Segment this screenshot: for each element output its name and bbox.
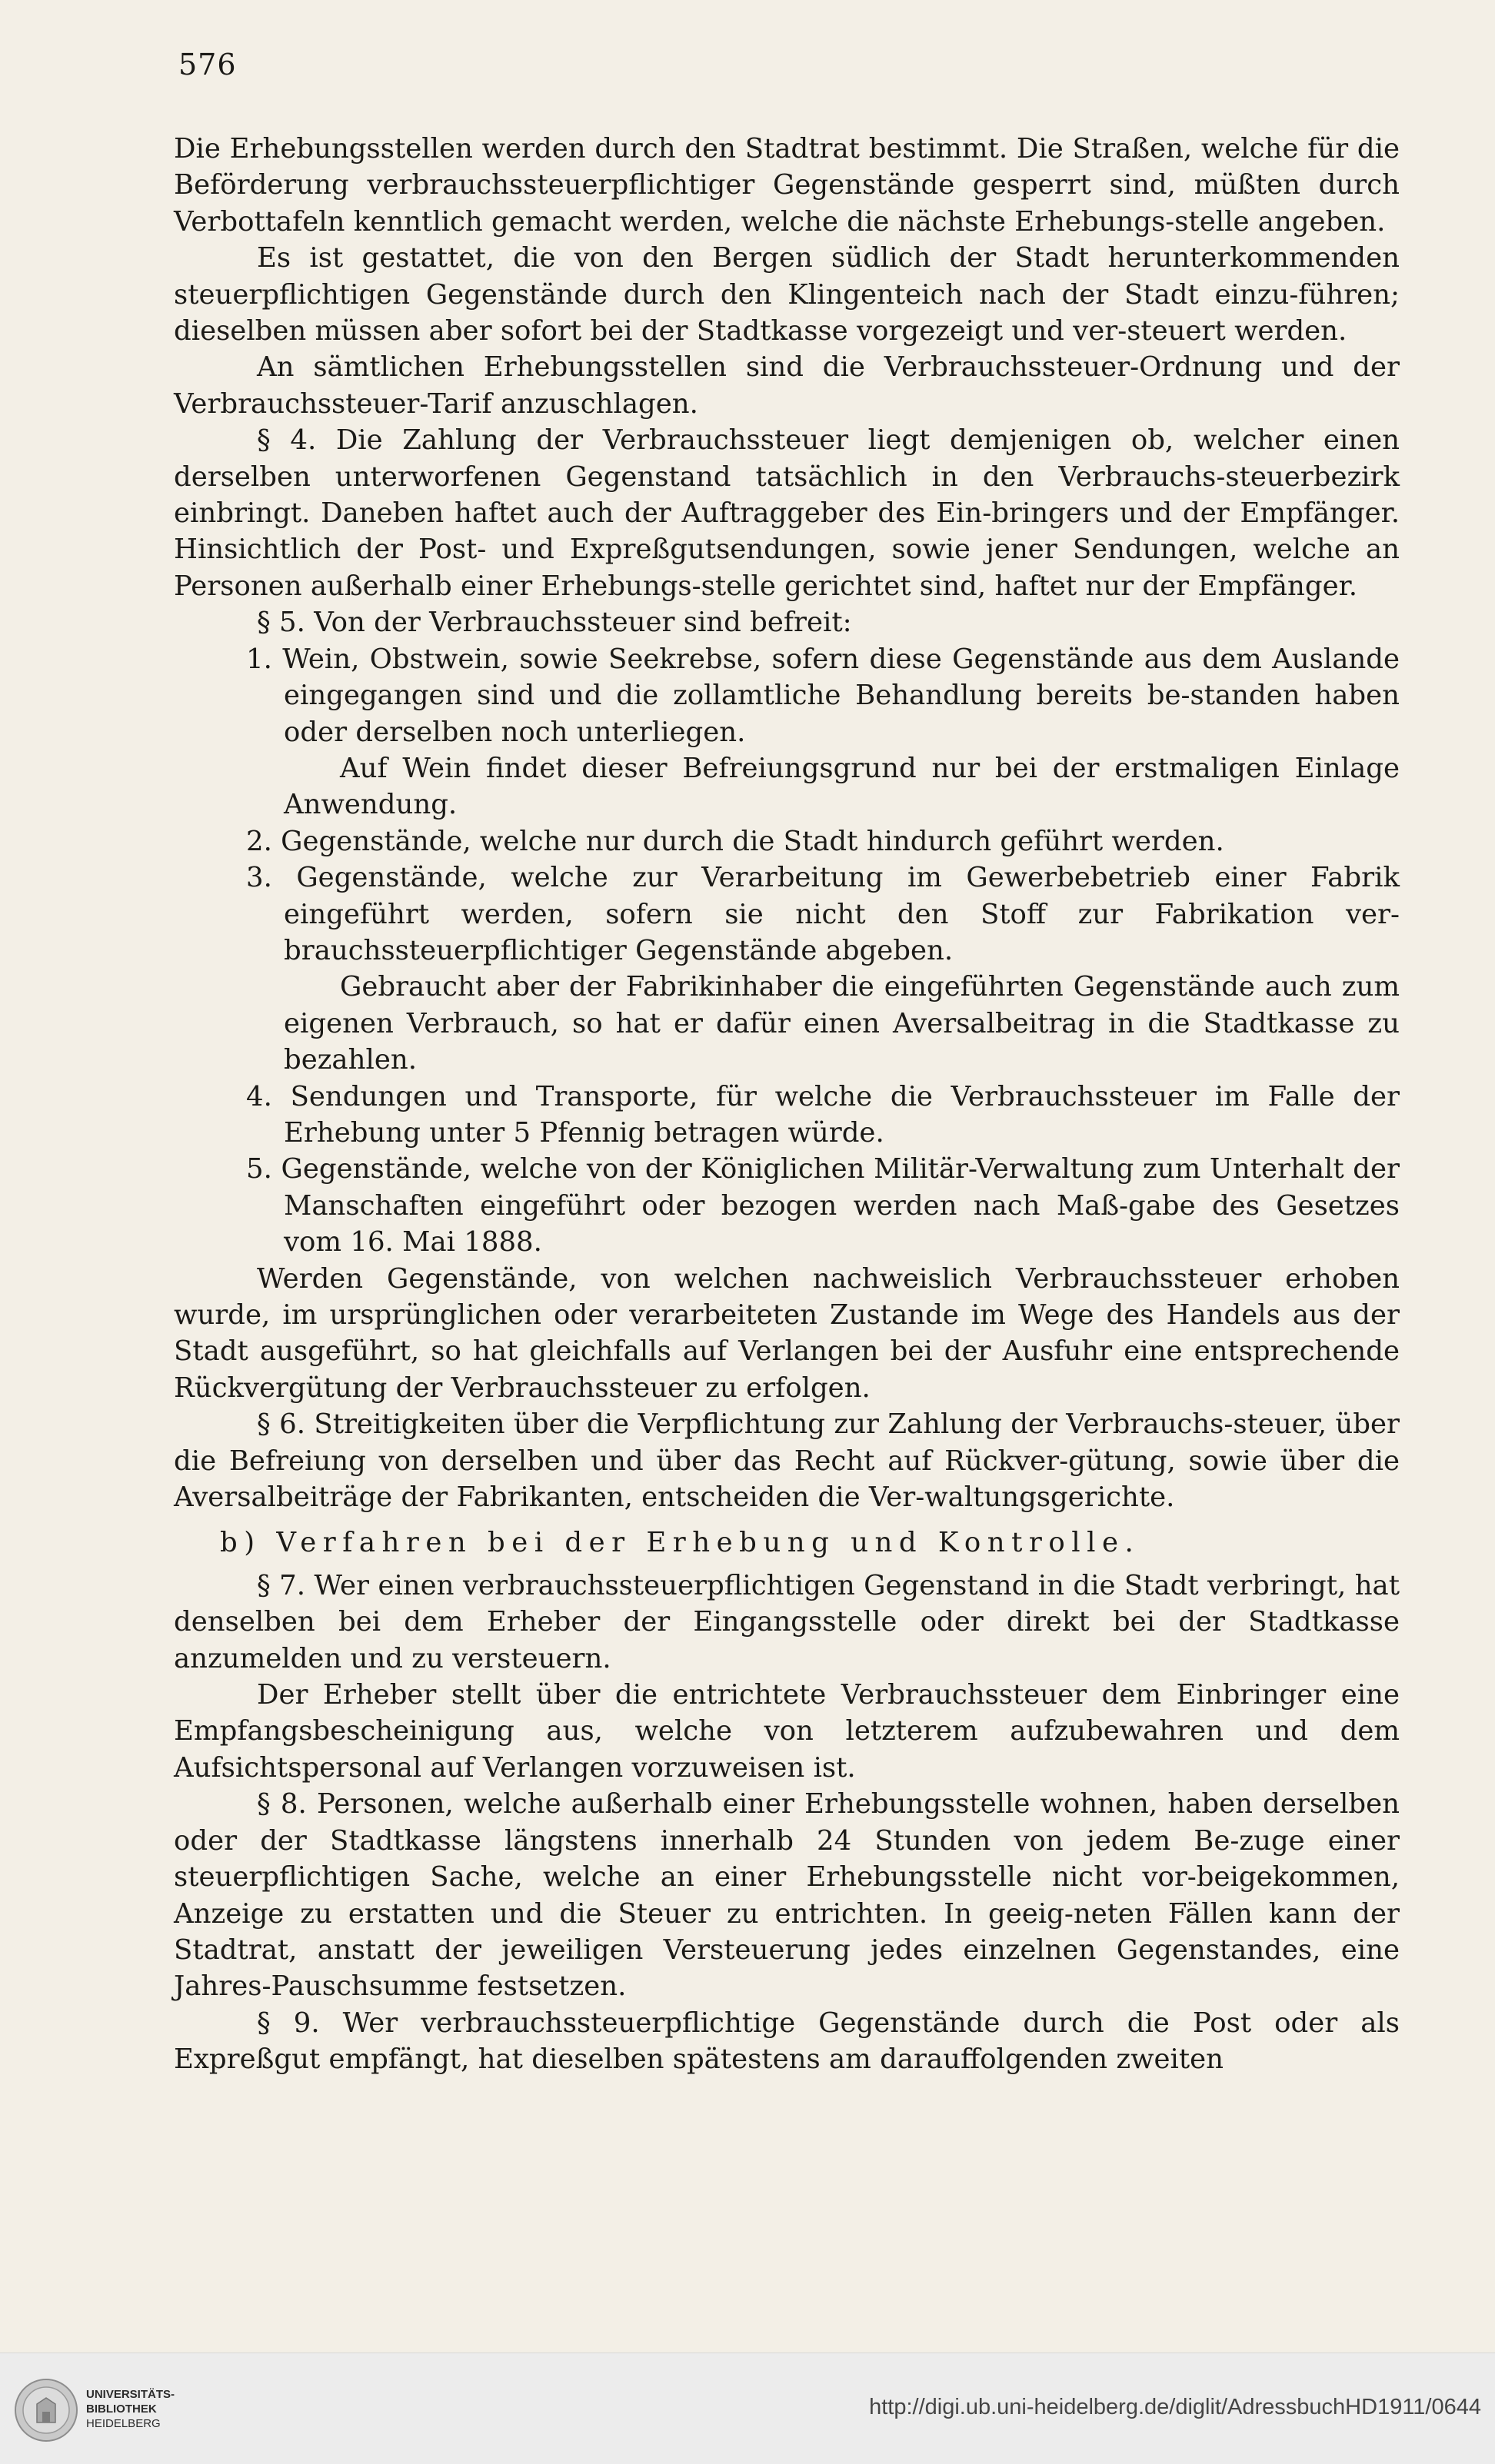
list-item: 1. Wein, Obstwein, sowie Seekrebse, sofern diese Gegenstände aus dem Auslande eingegangen sind und die zollamtliche Behandlung bereits be-standen haben oder derselben noch unterliegen. — [246, 643, 1400, 748]
logo-line: BIBLIOTHEK — [86, 2402, 157, 2416]
list-item: 4. Sendungen und Transporte, für welche die Verbrauchssteuer im Falle der Erhebung unter 5 Pfennig betragen würde. — [246, 1080, 1400, 1149]
section-7: § 7. Wer einen verbrauchssteuerpflichtigen Gegenstand in die Stadt verbringt, hat denselben bei dem Erheber der Eingangsstelle oder direkt bei der Stadtkasse anzumelden und zu versteuern. — [174, 1569, 1400, 1674]
list-note: Gebraucht aber der Fabrikinhaber die eingeführten Gegenstände auch zum eigenen Verbrauch, so hat er dafür einen Aversalbeitrag in die Stadtkasse zu bezahlen. — [284, 971, 1400, 1076]
source-url[interactable]: http://digi.ub.uni-heidelberg.de/diglit/AdressbuchHD1911/0644 — [869, 2395, 1481, 2419]
list-item: 2. Gegenstände, welche nur durch die Stadt hindurch geführt werden. — [246, 825, 1224, 857]
logo-line: HEIDELBERG — [86, 2417, 161, 2430]
section-8: § 8. Personen, welche außerhalb einer Erhebungsstelle wohnen, haben derselben oder der Stadtkasse längstens innerhalb 24 Stunden von jedem Be-zuge einer steuerpflichtigen Sache, welche an einer Erhebungsstelle nicht vor-beigekommen, Anzeige zu erstatten und die Steuer zu entrichten. In geeig-neten Fällen kann der Stadtrat, anstatt der jeweiligen Versteuerung jedes einzelnen Gegenstandes, eine Jahres-Pauschsumme festsetzen. — [174, 1788, 1400, 2003]
list-item: 3. Gegenstände, welche zur Verarbeitung im Gewerbebetrieb einer Fabrik eingeführt werden, sofern sie nicht den Stoff zur Fabrikation ver-brauchssteuerpflichtiger Gegenstände abgeben. — [246, 862, 1400, 966]
section-9: § 9. Wer verbrauchssteuerpflichtige Gegenstände durch die Post oder als Expreßgut empfängt, hat dieselben spätestens am darauffolgenden zweiten — [174, 2007, 1400, 2076]
university-seal-icon — [14, 2378, 78, 2442]
section-6: § 6. Streitigkeiten über die Verpflichtung zur Zahlung der Verbrauchs-steuer, über die Befreiung von derselben und über das Recht auf Rückver-gütung, sowie über die Aversalbeiträge der Fabrikanten, entscheiden die Ver-waltungsgerichte. — [174, 1408, 1400, 1514]
list-item: 5. Gegenstände, welche von der Königlichen Militär-Verwaltung zum Unterhalt der Manschaften eingeführt oder bezogen werden nach Maß-gabe des Gesetzes vom 16. Mai 1888. — [246, 1153, 1400, 1259]
section-4: § 4. Die Zahlung der Verbrauchssteuer liegt demjenigen ob, welcher einen derselben unterworfenen Gegenstand tatsächlich in den Verbrauchs-steuerbezirk einbringt. Daneben haftet auch der Auftraggeber des Ein-bringers und der Empfänger. Hinsichtlich der Post- und Expreßgutsendungen, sowie jener Sendungen, welche an Personen außerhalb einer Erhebungs-stelle gerichtet sind, haftet nur der Empfänger. — [174, 424, 1400, 602]
page-number: 576 — [178, 48, 237, 81]
paragraph: Der Erheber stellt über die entrichtete Verbrauchssteuer dem Einbringer eine Empfangsbescheinigung aus, welche von letzterem aufzubewahren und dem Aufsichtspersonal auf Verlangen vorzuweisen ist. — [174, 1679, 1400, 1784]
library-logo-text — [86, 2387, 175, 2431]
footer-bar — [0, 2353, 1495, 2464]
logo-line: UNIVERSITÄTS- — [86, 2388, 175, 2401]
document-body — [174, 131, 1400, 2078]
list-note: Auf Wein findet dieser Befreiungsgrund nur bei der erstmaligen Einlage Anwendung. — [284, 752, 1400, 821]
paragraph: An sämtlichen Erhebungsstellen sind die Verbrauchssteuer-Ordnung und der Verbrauchssteuer-Tarif anzuschlagen. — [174, 351, 1400, 420]
paragraph: Es ist gestattet, die von den Bergen südlich der Stadt herunterkommenden steuerpflichtigen Gegenstände durch den Klingenteich nach der Stadt einzu-führen; dieselben müssen aber sofort bei der Stadtkasse vorgezeigt und ver-steuert werden. — [174, 242, 1400, 347]
section-heading: b) Verfahren bei der Erhebung und Kontrolle. — [220, 1527, 1140, 1559]
paragraph: Werden Gegenstände, von welchen nachweislich Verbrauchssteuer erhoben wurde, im ursprünglichen oder verarbeiteten Zustande im Wege des Handels aus der Stadt ausgeführt, so hat gleichfalls auf Verlangen bei der Ausfuhr eine entsprechende Rückvergütung der Verbrauchssteuer zu erfolgen. — [174, 1262, 1400, 1404]
paragraph: Die Erhebungsstellen werden durch den Stadtrat bestimmt. Die Straßen, welche für die Beförderung verbrauchssteuerpflichtiger Gegenstände gesperrt sind, müßten durch Verbottafeln kenntlich gemacht werden, welche die nächste Erhebungs-stelle angeben. — [174, 133, 1400, 238]
section-5: § 5. Von der Verbrauchssteuer sind befreit: — [257, 607, 852, 639]
